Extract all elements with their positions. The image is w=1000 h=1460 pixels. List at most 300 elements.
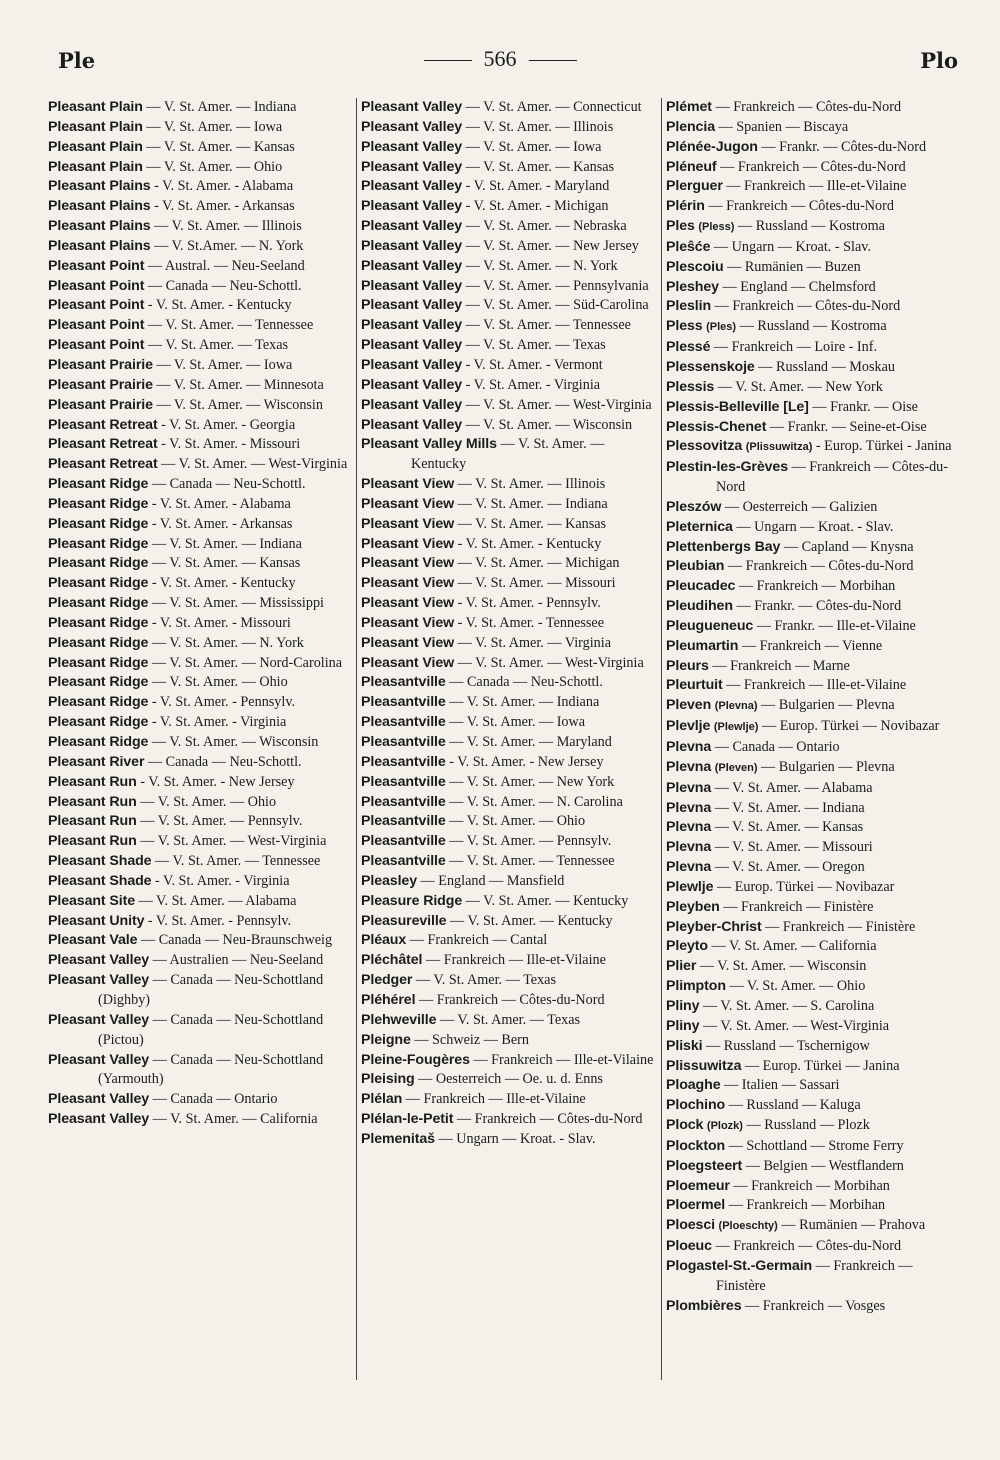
- gazetteer-entry: [666, 1057, 965, 1077]
- place-name: Plissuwitza: [666, 1057, 742, 1074]
- gazetteer-entry: [361, 138, 657, 158]
- place-name: Pliny: [666, 1017, 700, 1034]
- gazetteer-entry: [48, 237, 348, 257]
- place-location: — Frankr. — Ille-et-Vilaine: [756, 617, 916, 634]
- place-name: Pleŝće: [666, 238, 711, 255]
- place-location: — England — Chelmsford: [722, 278, 876, 295]
- place-name: Pleasant Valley: [361, 138, 463, 155]
- place-location: — V. St. Amer. — Wisconsin: [151, 734, 319, 750]
- place-location: — Russland — Kostroma: [737, 218, 885, 235]
- place-name: Plélan-le-Petit: [361, 1111, 454, 1128]
- place-name: Pleasant Valley: [361, 416, 463, 433]
- place-location: — V. St. Amer. — Mississippi: [151, 595, 324, 612]
- place-name: Pleyto: [666, 938, 708, 955]
- place-name: Pleugueneuc: [666, 617, 754, 634]
- place-location: — Frankr. — Seine-et-Oise: [769, 418, 927, 435]
- gazetteer-entry: [48, 574, 348, 594]
- place-location: — Europ. Türkei — Novibazar: [716, 878, 895, 895]
- place-location: — V. St. Amer. — Pennsylv.: [449, 833, 612, 850]
- place-name: Plevlje: [666, 718, 711, 735]
- gazetteer-entry: [361, 197, 657, 217]
- place-name: Pleasant Valley: [361, 356, 463, 373]
- place-location: — V. St. Amer. — N. Carolina: [449, 793, 623, 810]
- place-name: Pleasant Ridge: [48, 674, 149, 691]
- place-location: — England — Mansfield: [420, 872, 565, 889]
- place-location: — V. St. Amer. — Kansas: [465, 158, 615, 175]
- place-location: — Frankreich — Ille-et-Vilaine: [726, 178, 907, 195]
- place-location: — V. St. Amer. — Ohio: [146, 158, 283, 175]
- place-name: Plevna: [666, 839, 712, 856]
- place-location: — Bulgarien — Plevna: [761, 697, 895, 714]
- place-name: Pleasant Retreat: [48, 436, 158, 453]
- place-name: Plevna: [666, 779, 712, 796]
- place-location: - V. St. Amer. - Pennsylv.: [457, 595, 601, 612]
- gazetteer-entry: [361, 1051, 657, 1071]
- gazetteer-entry: [666, 197, 965, 217]
- place-name: Plessis-Chenet: [666, 418, 767, 435]
- place-name: Plier: [666, 958, 697, 975]
- gazetteer-entry: [666, 918, 965, 938]
- place-location: — V. St. Amer. — Indiana: [146, 99, 297, 115]
- alternate-name: (Plewlje): [713, 721, 759, 734]
- place-name: Pleasant Valley: [361, 376, 463, 393]
- gazetteer-entry: [48, 912, 348, 932]
- gazetteer-entry: [666, 637, 965, 657]
- place-name: Pleising: [361, 1071, 415, 1088]
- gazetteer-entry: [48, 1011, 348, 1051]
- place-location: — Russland — Plozk: [746, 1117, 870, 1134]
- place-name: Pleyber-Christ: [666, 918, 762, 935]
- place-name: Pleasantville: [361, 773, 446, 790]
- place-name: Pleasant Valley: [48, 1091, 150, 1108]
- gazetteer-entry: [48, 356, 348, 376]
- place-location: — Ungarn — Kroat. - Slav.: [438, 1130, 596, 1147]
- place-location: — Canada — Ontario: [152, 1091, 278, 1108]
- gazetteer-entry: [361, 634, 657, 654]
- place-location: — V. St. Amer. — Texas: [465, 337, 606, 354]
- place-location: — Frankreich — Morbihan: [728, 1197, 886, 1214]
- place-location: — Russland — Kaluga: [728, 1097, 861, 1114]
- gazetteer-entry: [48, 1051, 348, 1091]
- place-location: — V. St. Amer. — New York: [717, 378, 883, 395]
- place-name: Pleslin: [666, 298, 712, 315]
- place-name: Ploermel: [666, 1197, 726, 1214]
- place-name: Pleasureville: [361, 912, 447, 929]
- place-name: Pleasant Retreat: [48, 416, 158, 433]
- place-location: — Frankreich — Côtes-du-Nord: [418, 991, 605, 1008]
- gazetteer-entry: [361, 376, 657, 396]
- gazetteer-entry: [48, 197, 348, 217]
- place-location: — V. St.Amer. — N. York: [154, 237, 304, 254]
- place-name: Plestin-les-Grèves: [666, 459, 789, 476]
- page-number-dash-left: [424, 60, 472, 61]
- place-name: Pleszów: [666, 498, 722, 515]
- place-name: Plemenitaš: [361, 1130, 435, 1147]
- gazetteer-entry: [666, 498, 965, 518]
- place-location: - V. St. Amer. - Kentucky: [151, 575, 296, 592]
- place-location: - V. St. Amer. - Virginia: [155, 872, 290, 889]
- gazetteer-entry: [666, 799, 965, 819]
- gazetteer-entry: [361, 515, 657, 535]
- place-location: — Schottland — Strome Ferry: [728, 1137, 904, 1154]
- place-name: Pleasant Point: [48, 317, 145, 334]
- gazetteer-entry: [361, 177, 657, 197]
- place-location: — Canada — Neu-Braunschweig: [140, 932, 333, 949]
- place-name: Pleasant Run: [48, 773, 137, 790]
- place-name: Pleasant Vale: [48, 932, 138, 949]
- place-location: — Europ. Türkei — Janina: [744, 1057, 900, 1074]
- place-name: Plimpton: [666, 978, 726, 995]
- place-name: Pleven: [666, 697, 712, 714]
- place-name: Pleasant Site: [48, 892, 136, 909]
- place-location: — Frankreich — Cantal: [409, 932, 548, 949]
- gazetteer-entry: [361, 872, 657, 892]
- gazetteer-entry: [666, 297, 965, 317]
- gazetteer-entry: [361, 594, 657, 614]
- place-location: - V. St. Amer. - Virginia: [151, 714, 287, 731]
- place-name: Pleasant View: [361, 634, 455, 651]
- place-name: Ploaghe: [666, 1077, 721, 1094]
- place-name: Pleasant Prairie: [48, 376, 153, 393]
- place-location: — Frankreich — Vienne: [741, 637, 883, 654]
- gazetteer-entry: [361, 912, 657, 932]
- gazetteer-entry: [361, 713, 657, 733]
- place-location: — V. St. Amer. — Oregon: [714, 859, 865, 876]
- running-head-left: Ple: [58, 48, 96, 73]
- place-location: — Oesterreich — Oe. u. d. Enns: [418, 1071, 603, 1088]
- gazetteer-entry: [666, 557, 965, 577]
- place-location: — V. St. Amer. — Kentucky: [465, 892, 629, 909]
- place-location: - V. St. Amer. - Alabama: [154, 178, 294, 195]
- place-name: Pleasant View: [361, 654, 455, 671]
- place-location: — V. St. Amer. — West-Virginia: [457, 654, 644, 671]
- place-name: Pleasantville: [361, 793, 446, 810]
- place-name: Pleasant Valley: [361, 237, 463, 254]
- place-location: - V. St. Amer. - New Jersey: [449, 753, 604, 770]
- gazetteer-entry: [666, 1177, 965, 1197]
- place-name: Plogastel-St.-Germain: [666, 1257, 813, 1274]
- place-location: — Schweiz — Bern: [414, 1031, 529, 1048]
- place-name: Pleasantville: [361, 694, 446, 711]
- alternate-name: (Pless): [698, 221, 735, 234]
- place-location: — Frankr. — Côtes-du-Nord: [736, 598, 902, 615]
- place-name: Pleasant Valley: [48, 1111, 150, 1128]
- gazetteer-entry: [666, 278, 965, 298]
- place-name: Pléhérel: [361, 991, 416, 1008]
- place-location: — Belgien — Westflandern: [745, 1157, 904, 1174]
- place-location: — Russland — Moskau: [758, 358, 896, 375]
- gazetteer-entry: [48, 435, 348, 455]
- place-name: Pleasant Ridge: [48, 595, 149, 612]
- place-name: Ploesci: [666, 1217, 715, 1234]
- gazetteer-entry: [361, 673, 657, 693]
- place-location: — Canada — Neu-Schottland (Yarmouth): [98, 1051, 324, 1088]
- place-location: — V. St. Amer. — Texas: [147, 337, 289, 354]
- place-location: - V. St. Amer. - Pennsylv.: [147, 912, 292, 929]
- gazetteer-entry: [666, 418, 965, 438]
- column-2: [356, 98, 657, 1380]
- place-location: - V. St. Amer. - Alabama: [151, 495, 291, 512]
- place-name: Pleigne: [361, 1031, 411, 1048]
- place-name: Plélan: [361, 1091, 403, 1108]
- place-location: - Europ. Türkei - Janina: [815, 438, 952, 455]
- place-location: — V. St. Amer. — Alabama: [714, 779, 873, 796]
- gazetteer-entry: [666, 657, 965, 677]
- gazetteer-entry: [361, 217, 657, 237]
- gazetteer-entry: [48, 753, 348, 773]
- gazetteer-entry: [666, 1096, 965, 1116]
- place-location: — V. St. Amer. — Süd-Carolina: [465, 297, 649, 314]
- place-location: — V. St. Amer. — West-Virginia: [140, 833, 327, 850]
- gazetteer-entry: [48, 396, 348, 416]
- place-location: — V. St. Amer. — Michigan: [457, 555, 620, 572]
- place-name: Pleasant Ridge: [48, 515, 149, 532]
- place-location: — Canada — Neu-Schottl.: [147, 277, 302, 294]
- place-location: — V. St. Amer. — Indiana: [714, 799, 865, 816]
- place-name: Pleasant River: [48, 753, 145, 770]
- place-location: — Frankreich — Morbihan: [733, 1177, 890, 1194]
- gazetteer-entry: [666, 838, 965, 858]
- gazetteer-entry: [666, 937, 965, 957]
- place-location: — Frankreich — Côtes-du-Nord: [727, 558, 914, 575]
- place-location: — Bulgarien — Plevna: [761, 758, 895, 775]
- place-location: — V. St. Amer. — Kentucky: [411, 436, 605, 473]
- place-location: — V. St. Amer. — Tennessee: [465, 317, 631, 334]
- gazetteer-entry: [361, 158, 657, 178]
- gazetteer-entry: [666, 1037, 965, 1057]
- place-name: Plehweville: [361, 1011, 437, 1028]
- gazetteer-entry: [48, 296, 348, 316]
- place-location: - V. St. Amer. - Arkansas: [154, 198, 295, 215]
- gazetteer-entry: [48, 812, 348, 832]
- place-name: Pleasant Ridge: [48, 714, 149, 731]
- place-name: Plevna: [666, 819, 712, 836]
- place-name: Pleasant View: [361, 476, 455, 493]
- place-name: Pleasant Valley: [361, 118, 463, 135]
- place-location: — V. St. Amer. — Missouri: [457, 575, 616, 592]
- place-location: — Frankreich — Côtes-du-Nord: [708, 198, 894, 215]
- place-location: — V. St. Amer. — Illinois: [465, 118, 614, 135]
- place-name: Pleasant Ridge: [48, 634, 149, 651]
- gazetteer-entry: [361, 1011, 657, 1031]
- place-location: — V. St. Amer. — Illinois: [457, 476, 606, 493]
- place-name: Pléaux: [361, 932, 407, 949]
- gazetteer-entry: [666, 957, 965, 977]
- place-name: Pleasant Plain: [48, 138, 143, 155]
- gazetteer-entry: [48, 634, 348, 654]
- gazetteer-entry: [361, 535, 657, 555]
- gazetteer-entry: [48, 793, 348, 813]
- place-name: Pleucadec: [666, 578, 736, 595]
- gazetteer-entry: [48, 336, 348, 356]
- place-name: Pleasant Run: [48, 833, 137, 850]
- place-location: — V. St. Amer. — Texas: [439, 1011, 581, 1028]
- place-location: - V. St. Amer. - Georgia: [161, 416, 296, 433]
- place-name: Plochino: [666, 1097, 726, 1114]
- place-location: — V. St. Amer. — Wisconsin: [465, 416, 633, 433]
- place-name: Pléchâtel: [361, 952, 423, 969]
- place-location: — Rumänien — Buzen: [727, 258, 861, 275]
- place-name: Pleasant Plain: [48, 118, 143, 135]
- gazetteer-entry: [48, 257, 348, 277]
- gazetteer-entry: [666, 696, 965, 717]
- gazetteer-entry: [48, 1110, 348, 1130]
- gazetteer-entry: [48, 673, 348, 693]
- place-location: — V. St. Amer. — Missouri: [714, 839, 873, 856]
- place-name: Pleurs: [666, 657, 709, 674]
- gazetteer-entry: [666, 518, 965, 538]
- place-name: Pleasant Valley: [48, 1051, 150, 1068]
- gazetteer-entry: [48, 416, 348, 436]
- place-name: Ploeuc: [666, 1238, 712, 1255]
- place-location: — Oesterreich — Galizien: [724, 498, 878, 515]
- gazetteer-entry: [666, 676, 965, 696]
- place-name: Plewlje: [666, 878, 714, 895]
- place-name: Plencia: [666, 118, 715, 135]
- alternate-name: (Ples): [706, 321, 737, 334]
- place-name: Pleasant Valley: [361, 218, 463, 235]
- gazetteer-entry: [666, 758, 965, 779]
- place-location: — Frankreich — Côtes-du-Nord: [720, 158, 906, 175]
- gazetteer-entry: [361, 991, 657, 1011]
- place-location: — V. St. Amer. — Kansas: [714, 819, 864, 836]
- place-location: - V. St. Amer. - Missouri: [161, 436, 301, 453]
- place-location: — V. St. Amer. — Tennessee: [155, 853, 321, 870]
- gazetteer-entry: [361, 316, 657, 336]
- gazetteer-entry: [666, 1017, 965, 1037]
- gazetteer-entry: [361, 396, 657, 416]
- place-name: Plessovitza: [666, 438, 743, 455]
- place-location: - V. St. Amer. - Pennsylv.: [151, 694, 296, 711]
- place-location: — V. St. Amer. — Nord-Carolina: [151, 654, 343, 671]
- gazetteer-entry: [48, 376, 348, 396]
- gazetteer-entry: [666, 338, 965, 358]
- place-name: Pleasant Valley: [361, 396, 463, 413]
- place-name: Pleasant View: [361, 495, 455, 512]
- gazetteer-entry: [48, 733, 348, 753]
- gazetteer-entry: [361, 118, 657, 138]
- place-location: — V. St. Amer. — Indiana: [151, 535, 302, 552]
- place-name: Plénée-Jugon: [666, 138, 758, 155]
- place-name: Pleasant Ridge: [48, 654, 149, 671]
- gazetteer-entry: [666, 118, 965, 138]
- gazetteer-entry: [361, 574, 657, 594]
- place-name: Pleasant Plains: [48, 178, 151, 195]
- place-name: Ples: [666, 218, 695, 235]
- gazetteer-entry: [48, 177, 348, 197]
- gazetteer-entry: [666, 317, 965, 338]
- place-name: Pleasley: [361, 872, 417, 889]
- place-location: — V. St. Amer. — West-Virginia: [161, 456, 348, 473]
- gazetteer-entry: [666, 138, 965, 158]
- place-location: — Ungarn — Kroat. - Slav.: [736, 518, 894, 535]
- gazetteer-entry: [48, 971, 348, 1011]
- place-name: Plessis-Belleville [Le]: [666, 398, 809, 415]
- place-location: — V. St. Amer. — West-Virginia: [465, 396, 652, 413]
- place-name: Plettenbergs Bay: [666, 538, 781, 555]
- gazetteer-entry: [666, 437, 965, 458]
- place-location: — Frankreich — Côtes-du-Nord: [715, 1238, 902, 1255]
- place-location: — Spanien — Biscaya: [718, 118, 849, 135]
- place-location: — V. St. Amer. — N. York: [465, 257, 618, 274]
- place-name: Pleasant Point: [48, 337, 145, 354]
- place-location: — Canada — Neu-Schottl.: [449, 674, 603, 691]
- place-name: Plessis: [666, 378, 715, 395]
- place-name: Pleasant View: [361, 535, 455, 552]
- gazetteer-entry: [666, 458, 965, 498]
- gazetteer-entry: [666, 1076, 965, 1096]
- place-location: — V. St. Amer. — Illinois: [154, 218, 302, 235]
- gazetteer-entry: [48, 515, 348, 535]
- gazetteer-entry: [361, 892, 657, 912]
- place-location: — Frankreich — Marne: [712, 657, 850, 674]
- place-location: — Frankreich — Finistère: [716, 1257, 913, 1294]
- place-location: — Frankreich — Ille-et-Vilaine: [473, 1051, 654, 1068]
- place-name: Pledger: [361, 972, 413, 989]
- place-location: — Canada — Neu-Schottl.: [147, 753, 302, 770]
- gazetteer-entry: [666, 1237, 965, 1257]
- gazetteer-entry: [361, 435, 657, 475]
- place-name: Pleasantville: [361, 714, 446, 731]
- place-location: — V. St. Amer. — Tennessee: [449, 853, 615, 870]
- gazetteer-entry: [666, 597, 965, 617]
- gazetteer-entry: [48, 693, 348, 713]
- place-name: Pleasant Point: [48, 297, 145, 314]
- place-name: Pleasure Ridge: [361, 892, 463, 909]
- place-location: - V. St. Amer. - Tennessee: [457, 614, 605, 631]
- gazetteer-entry: [666, 378, 965, 398]
- gazetteer-entry: [666, 398, 965, 418]
- gazetteer-entry: [666, 258, 965, 278]
- place-location: — V. St. Amer. — Alabama: [138, 892, 297, 909]
- gazetteer-entry: [48, 872, 348, 892]
- place-name: Pleasantville: [361, 853, 446, 870]
- place-location: — Russland — Kostroma: [739, 318, 887, 335]
- gazetteer-entry: [666, 977, 965, 997]
- gazetteer-entry: [48, 852, 348, 872]
- gazetteer-entry: [666, 1257, 965, 1297]
- alternate-name: (Plissuwitza): [745, 441, 813, 454]
- gazetteer-entry: [361, 931, 657, 951]
- gazetteer-entry: [361, 356, 657, 376]
- place-location: — Europ. Türkei — Novibazar: [761, 718, 940, 735]
- place-name: Pleasant Valley: [361, 99, 463, 115]
- place-name: Pleasant Valley: [361, 337, 463, 354]
- place-location: — Rumänien — Prahova: [781, 1217, 926, 1234]
- place-location: — Frankr. — Côtes-du-Nord: [761, 138, 927, 155]
- gazetteer-entry: [666, 878, 965, 898]
- running-head-right: Plo: [920, 48, 958, 73]
- place-name: Pleasant Ridge: [48, 734, 149, 750]
- gazetteer-entry: [666, 1216, 965, 1237]
- place-location: — Ungarn — Kroat. - Slav.: [713, 238, 872, 255]
- place-name: Pleasant Valley: [361, 158, 463, 175]
- place-name: Pleasant Unity: [48, 912, 145, 929]
- gazetteer-entry: [666, 738, 965, 758]
- place-name: Pleasant Plains: [48, 198, 151, 215]
- place-name: Plerguer: [666, 178, 723, 195]
- place-name: Pleasant Valley: [361, 297, 463, 314]
- place-location: — Australien — Neu-Seeland: [152, 952, 324, 969]
- place-location: — V. St. Amer. — California: [711, 938, 877, 955]
- place-name: Pleasant Valley Mills: [361, 436, 497, 453]
- place-location: — V. St. Amer. — S. Carolina: [702, 997, 875, 1014]
- gazetteer-entry: [48, 773, 348, 793]
- place-location: — V. St. Amer. — Pennsylvania: [465, 277, 649, 294]
- gazetteer-entry: [361, 852, 657, 872]
- place-name: Plessé: [666, 339, 711, 356]
- place-name: Pleternica: [666, 518, 733, 535]
